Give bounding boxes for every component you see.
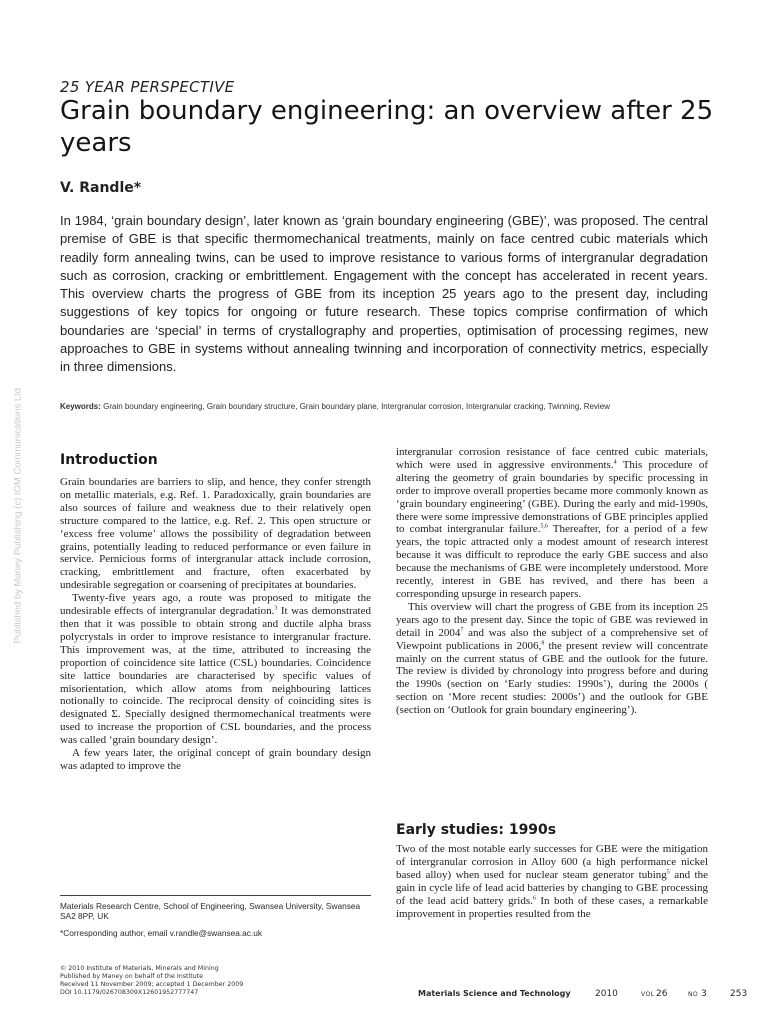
early-p1-text-c: In both of these cases, a remarkable improvement in properties resulted from the: [396, 894, 708, 920]
keywords-text: Grain boundary engineering, Grain boundary structure, Grain boundary plane, Intergranular corrosion, Intergranular cracking, Twinning, Review: [103, 402, 610, 411]
intro-paragraph-3: A few years later, the original concept of grain boundary design was adapted to improve the: [60, 747, 371, 772]
intro-p2-text-a: Twenty-five years ago, a route was proposed to mitigate the undesirable effects of intergranular degradation.: [60, 592, 371, 618]
journal-year: 2010: [595, 989, 618, 999]
article-title: Grain boundary engineering: an overview after 25 years: [60, 96, 714, 158]
publisher-line: Published by Maney on behalf of the Institute: [60, 972, 204, 980]
publisher-credit-watermark: Published by Maney Publishing (c) IOM Communications Ltd: [12, 387, 24, 644]
journal-name: Materials Science and Technology: [418, 989, 571, 998]
received-line: Received 11 November 2009; accepted 1 December 2009: [60, 980, 244, 988]
left-column: [60, 476, 371, 773]
volume-number: 26: [656, 989, 668, 999]
early-paragraph-1: [396, 843, 708, 920]
intro-p2-text-b: It was demonstrated then that it was possible to obtain strong and ductile alpha brass polycrystals in order to improve resistance to intergranular fracture. This improvement was, at the time, attributed to increasing the proportion of coincidence site lattice (CSL) boundaries. Coincidence site lattice boundaries are characterised by specific values of misorientation, which allow atoms from neighbouring lattices notionally to coincide. The reciprocal density of coinciding sites is designated Σ. Specially designed thermomechanical treatments were used to increase the proportion of CSL boundaries, and the process was called ‘grain boundary design’.: [60, 605, 371, 747]
citation-ref: 7: [460, 627, 464, 634]
citation-ref: 5,6: [540, 523, 548, 530]
right-column-bottom: [396, 843, 708, 920]
abstract: In 1984, ‘grain boundary design’, later known as ‘grain boundary engineering (GBE)’, was proposed. The central premise of GBE is that specific thermomechanical treatments, mainly on face centred cubic materials which readily form annealing twins, can be used to improve resistance to various forms of intergranular degradation such as corrosion, cracking or embrittlement. Engagement with the concept has accelerated in recent years. This overview charts the progress of GBE from its inception 25 years ago to the present day, including suggestions of key topics for ongoing or future research. These topics comprise confirmation of which boundaries are ‘special’ in terms of crystallography and properties, optimisation of processing regimes, new approaches to GBE in systems without annealing twinning and incorporation of connectivity metrics, especially in three dimensions.: [60, 213, 708, 375]
keywords: [60, 402, 708, 412]
intro-paragraph-2: [60, 592, 371, 747]
right-p1-text-b: This procedure of altering the geometry of grain boundaries by specific processing in order to improve overall properties became more commonly known as ‘grain boundary engineering’ (GBE). During the early and mid-1990s, there were some impressive demonstrations of GBE principles applied to combat intergranular failure.: [396, 458, 708, 536]
right-p2-text-b: and was also the subject of a comprehensive set of Viewpoint publications in 2006,: [396, 626, 708, 652]
citation-ref: 8: [541, 639, 545, 646]
citation-ref: 5: [666, 869, 670, 876]
author-affiliation: Materials Research Centre, School of Engineering, Swansea University, Swansea SA2 8PP, UK: [60, 901, 361, 922]
doi-line: DOI 10.1179/026708309X12601952777747: [60, 988, 199, 996]
right-p1-text-a: intergranular corrosion resistance of face centred cubic materials, which were used in aggressive environments.: [396, 446, 708, 471]
author-name: V. Randle*: [60, 180, 142, 196]
keywords-label: Keywords:: [60, 402, 101, 411]
intro-paragraph-1: Grain boundaries are barriers to slip, and hence, they confer strength on metallic materials, e.g. Ref. 1. Paradoxically, grain boundaries are also sources of failure and weakness due to their relatively open structure compared to the lattice, e.g. Ref. 2. This open structure or ‘excess free volume’ allows the possibility of degradation between grains, potentially leading to reduced performance or even failure in service. Pernicious forms of intergranular attack include corrosion, cracking, embrittlement and fracture, often exacerbated by undesirable segregation or coarsening of precipitates at boundaries.: [60, 476, 371, 592]
section-label: 25 YEAR PERSPECTIVE: [60, 78, 235, 96]
citation-ref: 4: [613, 459, 617, 466]
publication-info: [60, 965, 380, 997]
corresponding-author: *Corresponding author, email v.randle@swansea.ac.uk: [60, 928, 262, 938]
issue-label: NO: [688, 991, 699, 998]
introduction-heading: Introduction: [60, 452, 158, 468]
citation-ref: 6: [532, 894, 536, 901]
issue-number: 3: [701, 989, 707, 999]
citation-ref: 3: [274, 605, 278, 612]
right-p1-text-c: Thereafter, for a period of a few years, the topic attracted only a modest amount of research interest because it was difficult to reproduce the early GBE success and also because the mechanisms of GBE were incompletely understood. More recently, interest in GBE has revived, and there has been a corresponding upsurge in research papers.: [396, 523, 708, 600]
right-paragraph-1: [396, 446, 708, 601]
early-p1-text-b: and the gain in cycle life of lead acid batteries by changing to GBE processing of the lead acid battery grids.: [396, 868, 708, 907]
page-number: 253: [730, 989, 748, 999]
early-studies-heading: Early studies: 1990s: [396, 822, 557, 838]
right-p2-text-c: the present review will concentrate mainly on the current status of GBE and the outlook for the future. The review is divided by chronology into progress before and during the 1990s (section on ‘Early studies: 1990s’), during the 2000s ( section on ‘More recent studies: 2000s’) and the outlook for GBE (section on ‘Outlook for grain boundary engineering’).: [396, 639, 708, 717]
footnote-divider: [60, 895, 371, 896]
right-p2-text-a: This overview will chart the progress of GBE from its inception 25 years ago to the present day. Since the topic of GBE was reviewed in detail in 2004: [396, 600, 708, 639]
right-column-top: [396, 446, 708, 717]
early-p1-text-a: Two of the most notable early successes for GBE were the mitigation of intergranular corrosion in Alloy 600 (a high performance nickel based alloy) when used for nuclear steam generator tubing: [396, 843, 708, 881]
volume-label: VOL: [641, 991, 655, 998]
right-paragraph-2: [396, 601, 708, 717]
copyright-line: © 2010 Institute of Materials, Minerals and Mining: [60, 965, 219, 972]
